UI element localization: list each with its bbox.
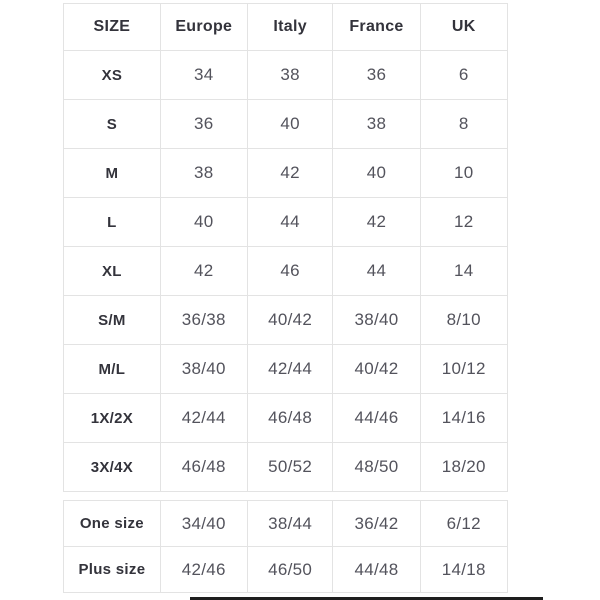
size-cell: 1X/2X <box>64 394 161 443</box>
value-cell: 46/48 <box>160 443 247 492</box>
value-cell: 38 <box>160 149 247 198</box>
value-cell: 18/20 <box>420 443 508 492</box>
size-cell: XS <box>64 51 161 100</box>
value-cell: 14/18 <box>420 547 508 593</box>
value-cell: 40 <box>160 198 247 247</box>
value-cell: 40 <box>333 149 420 198</box>
header-size: SIZE <box>64 4 161 51</box>
size-cell: L <box>64 198 161 247</box>
value-cell: 38/40 <box>160 345 247 394</box>
value-cell: 8 <box>420 100 508 149</box>
value-cell: 44 <box>247 198 333 247</box>
value-cell: 8/10 <box>420 296 508 345</box>
size-cell: S <box>64 100 161 149</box>
size-cell: XL <box>64 247 161 296</box>
value-cell: 36 <box>160 100 247 149</box>
table-row <box>64 198 508 247</box>
value-cell: 36/38 <box>160 296 247 345</box>
size-cell: M <box>64 149 161 198</box>
size-cell: Plus size <box>64 547 161 593</box>
value-cell: 48/50 <box>333 443 420 492</box>
header-europe: Europe <box>160 4 247 51</box>
size-cell: One size <box>64 501 161 547</box>
size-cell: M/L <box>64 345 161 394</box>
value-cell: 14 <box>420 247 508 296</box>
table-row <box>64 501 508 547</box>
value-cell: 42 <box>160 247 247 296</box>
value-cell: 14/16 <box>420 394 508 443</box>
table-row <box>64 394 508 443</box>
value-cell: 40 <box>247 100 333 149</box>
table-row <box>64 296 508 345</box>
value-cell: 42/44 <box>247 345 333 394</box>
value-cell: 46/50 <box>247 547 333 593</box>
value-cell: 10/12 <box>420 345 508 394</box>
value-cell: 42 <box>247 149 333 198</box>
value-cell: 10 <box>420 149 508 198</box>
table-row <box>64 149 508 198</box>
value-cell: 38/40 <box>333 296 420 345</box>
table-row <box>64 51 508 100</box>
header-uk: UK <box>420 4 508 51</box>
value-cell: 36/42 <box>333 501 420 547</box>
value-cell: 44/46 <box>333 394 420 443</box>
value-cell: 38/44 <box>247 501 333 547</box>
value-cell: 6 <box>420 51 508 100</box>
value-cell: 40/42 <box>247 296 333 345</box>
table-row <box>64 100 508 149</box>
value-cell: 12 <box>420 198 508 247</box>
table-row <box>64 345 508 394</box>
value-cell: 38 <box>333 100 420 149</box>
value-cell: 42/44 <box>160 394 247 443</box>
value-cell: 40/42 <box>333 345 420 394</box>
value-cell: 36 <box>333 51 420 100</box>
table-row <box>64 443 508 492</box>
value-cell: 46 <box>247 247 333 296</box>
value-cell: 38 <box>247 51 333 100</box>
header-row <box>64 4 508 51</box>
value-cell: 34/40 <box>160 501 247 547</box>
value-cell: 44 <box>333 247 420 296</box>
header-france: France <box>333 4 420 51</box>
value-cell: 42 <box>333 198 420 247</box>
value-cell: 34 <box>160 51 247 100</box>
one-size-table <box>63 500 508 593</box>
table-row <box>64 547 508 593</box>
value-cell: 44/48 <box>333 547 420 593</box>
value-cell: 46/48 <box>247 394 333 443</box>
value-cell: 50/52 <box>247 443 333 492</box>
size-cell: S/M <box>64 296 161 345</box>
size-cell: 3X/4X <box>64 443 161 492</box>
header-italy: Italy <box>247 4 333 51</box>
size-conversion-table <box>63 3 508 492</box>
table-row <box>64 247 508 296</box>
value-cell: 42/46 <box>160 547 247 593</box>
value-cell: 6/12 <box>420 501 508 547</box>
